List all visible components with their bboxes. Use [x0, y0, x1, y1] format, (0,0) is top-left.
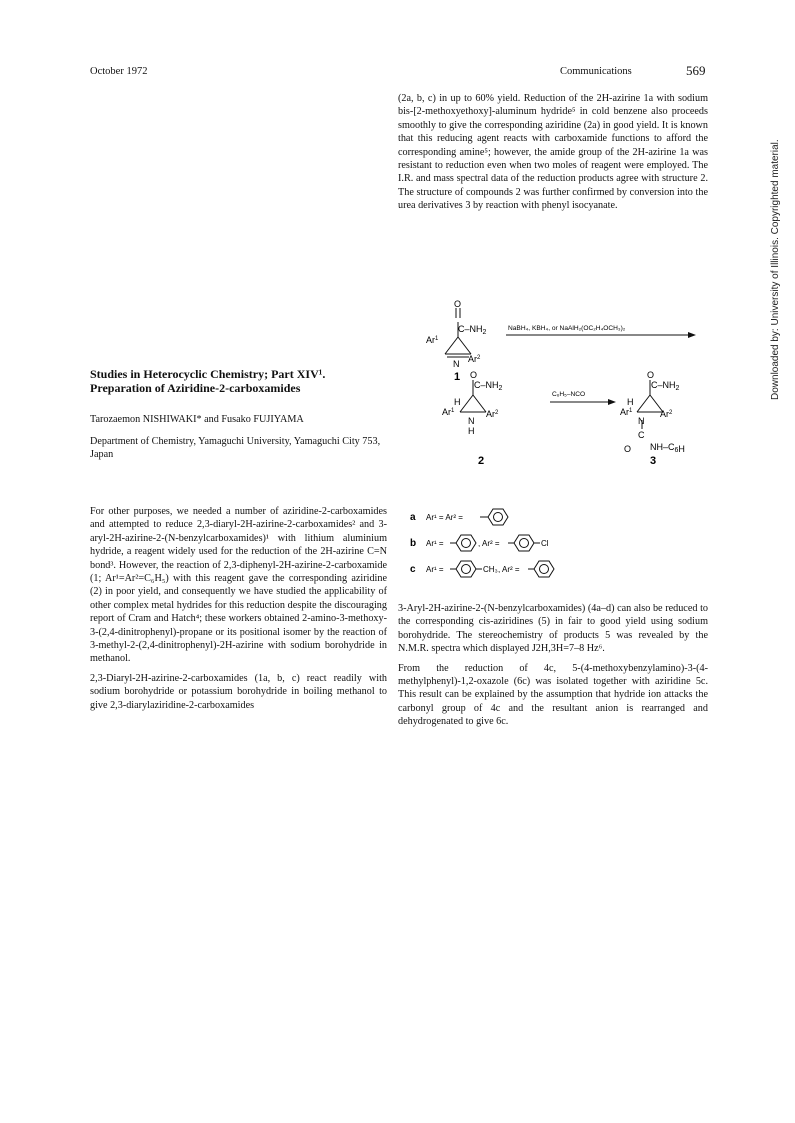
- svg-text:Ar2: Ar$^2$: [486, 409, 499, 419]
- right-column-top: [398, 92, 708, 219]
- page-number: 569: [686, 63, 706, 78]
- svg-text:O: O: [624, 444, 632, 454]
- svg-text:NH–C6H: $NH-C_6H$: [650, 442, 685, 454]
- download-watermark: Downloaded by: University of Illinois. Copyrighted material.: [770, 139, 781, 400]
- svg-text:C–NH2: $C-NH_2$: [651, 380, 680, 392]
- substituent-c: [410, 561, 554, 577]
- right-paragraph-2: 3-Aryl-2H-azirine-2-(N-benzylcarboxamides) (4a–d) can also be reduced to the corresponding cis-aziridines (5) in fair to good yield using sodium borohydride. The stereochemistry of products 5 was revealed by the N.M.R. spectra which displayed J2H,3H=7–8 Hz⁶.: [398, 603, 708, 655]
- svg-text:Ar2: Ar$^2$: [468, 354, 481, 364]
- svg-text:, Ar² =: , Ar² =: [498, 565, 520, 574]
- svg-text:H: H: [468, 426, 475, 436]
- affiliation: Department of Chemistry, Yamaguchi University, Yamaguchi City 753, Japan: [90, 436, 381, 461]
- svg-text:H: H: [454, 397, 461, 407]
- article-title: [90, 367, 390, 395]
- substituent-a: [410, 509, 508, 525]
- svg-text:C–NH2: $C-NH_2$: [474, 380, 503, 392]
- svg-text:Ar1: Ar$^1$: [620, 407, 633, 417]
- left-paragraph-1: For other purposes, we needed a number of aziridine-2-carboxamides and attempted to reduce 2,3-diaryl-2H-azirine-2-carboxamides² and 3-aryl-2H-azirine-2-(N-benzylcarboxamides)¹ with lithium aluminium hydride, a reagent widely used for the reduction of the 2H-azirine C=N bond³. However, the reaction of 2,3-diphenyl-2H-azirine-2-carboxamide (1; Ar¹=Ar²=C₆H₅) with this reagent gave the corresponding aziridine (2) in poor yield, and consequently we have studied the applicability of other complex metal hydrides for this reduction despite the discouraging report of Cram and Hatch⁴; these workers obtained 2-amino-3-methoxy-3-(2,4-dinitrophenyl)-propane or its positional isomer by the reaction of 3-methyl-2-(2,4-dinitrophenyl)-2H-azirine with sodium borohydride in methanol.: [90, 506, 387, 665]
- svg-text:O: O: [454, 299, 462, 309]
- svg-text:a: a: [410, 512, 416, 523]
- svg-text:Ar¹ =: Ar¹ =: [426, 565, 444, 574]
- svg-text:H: H: [627, 397, 634, 407]
- svg-text:Ar¹ =: Ar¹ =: [426, 539, 444, 548]
- svg-text:N: N: [453, 359, 460, 369]
- header-section: Communications: [560, 66, 632, 77]
- svg-text:O: O: [647, 370, 655, 380]
- authors: Tarozaemon NISHIWAKI* and Fusako FUJIYAMA: [90, 414, 304, 425]
- compound-label-1: 1: [454, 371, 461, 383]
- svg-text:O: O: [470, 370, 478, 380]
- svg-text:C: C: [638, 430, 645, 440]
- right-paragraph-1: (2a, b, c) in up to 60% yield. Reduction of the 2H-azirine 1a with sodium bis-[2-methoxyethoxy]-aluminum hydride⁵ in cold benzene also proceeds smoothly to give the corresponding aziridine (2a) in good yield. It is known that this reducing agent reacts with carboxamide functions to afford the corresponding amine⁵; however, the amide group of the 2H-azirine 1a was resistant to reduction even when two moles of reagent were employed. The I.R. and mass spectral data of the reduction products agree with structure 2. The structure of compounds 2 was further confirmed by conversion into the urea derivatives 3 by reaction with phenyl isocyanate.: [398, 93, 708, 212]
- svg-text:N: N: [638, 416, 645, 426]
- svg-text:Ar1: Ar$^1$: [442, 407, 455, 417]
- title-line-1: Studies in Heterocyclic Chemistry; Part XIV¹.: [90, 367, 326, 381]
- left-paragraph-2: 2,3-Diaryl-2H-azirine-2-carboxamides (1a, b, c) react readily with sodium borohydride or potassium borohydride in boiling methanol to give 2,3-diarylaziridine-2-carboxamides: [90, 672, 387, 711]
- title-line-2: Preparation of Aziridine-2-carboxamides: [90, 381, 301, 395]
- right-column-bottom: [398, 602, 708, 735]
- right-paragraph-3: From the reduction of 4c, 5-(4-methoxybenzylamino)-3-(4-methylphenyl)-1,2-oxazole (6c) was isolated together with aziridine 5c. This result can be explained by the assumption that hydride ion attacks the carbonyl group of 4c and the resultant anion is rearranged and dehydrogenated to give 6c.: [398, 662, 708, 728]
- reagent-hydride: NaBH₄, KBH₄, or NaAlH₂(OC₂H₄OCH₃)₂: [508, 325, 626, 332]
- reaction-scheme: [398, 292, 728, 602]
- svg-text:Ar1: Ar$^1$: [426, 335, 439, 345]
- compound-label-3: 3: [650, 455, 657, 467]
- reagent-isocyanate: C₆H₅–NCO: [552, 391, 586, 398]
- svg-text:Cl: Cl: [541, 539, 549, 548]
- svg-text:, Ar² =: , Ar² =: [478, 539, 500, 548]
- left-column: [90, 505, 387, 718]
- svg-text:c: c: [410, 564, 416, 575]
- svg-text:CH₃: CH₃: [483, 565, 498, 574]
- svg-text:N: N: [468, 416, 475, 426]
- compound-label-2: 2: [478, 455, 485, 467]
- svg-text:C–NH2: $C-NH_2$: [458, 324, 487, 336]
- svg-text:Ar2: Ar$^2$: [660, 409, 673, 419]
- substituent-b: [410, 535, 549, 551]
- svg-text:b: b: [410, 538, 417, 549]
- header-date: October 1972: [90, 66, 148, 77]
- svg-text:Ar¹ = Ar² =: Ar¹ = Ar² =: [426, 513, 463, 522]
